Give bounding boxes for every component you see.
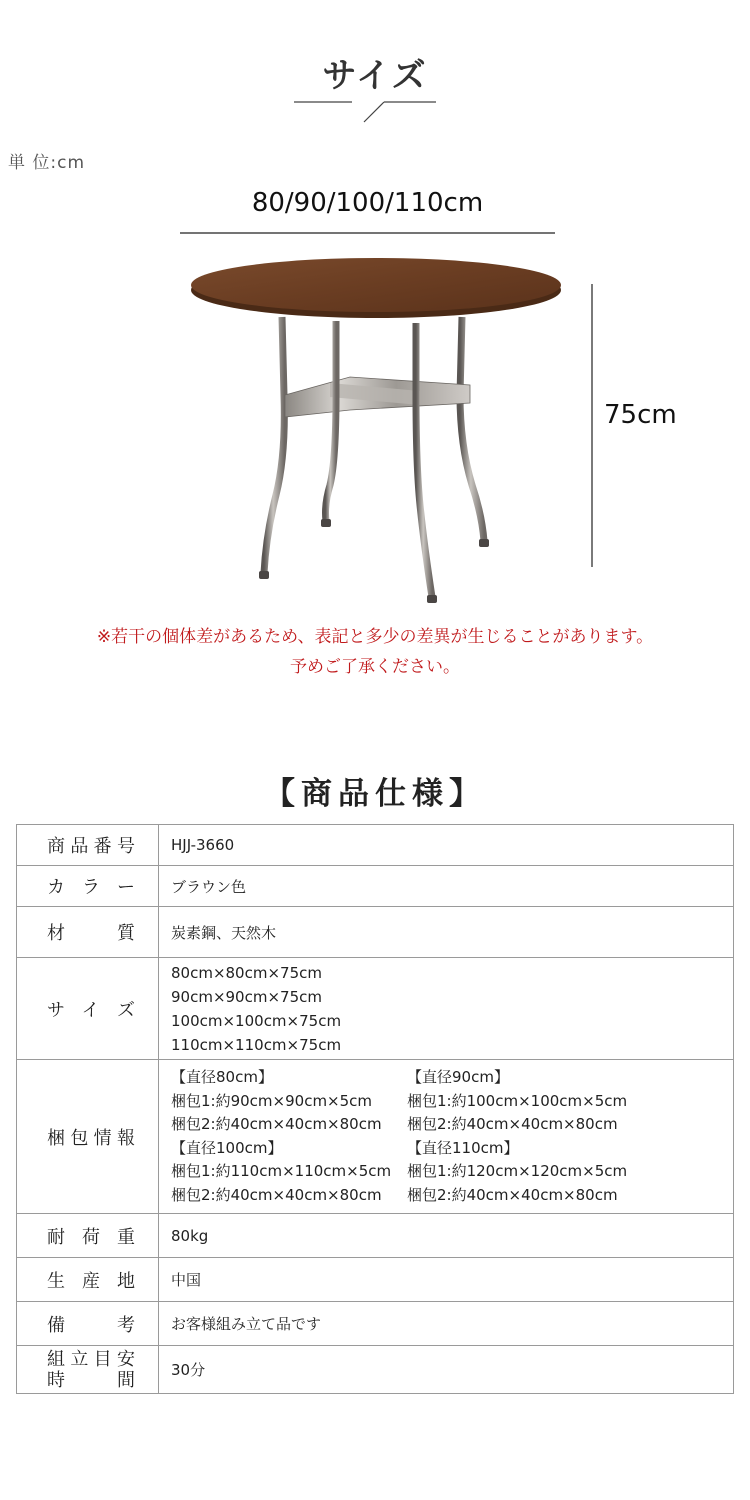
- spec-value-color: ブラウン色: [159, 866, 734, 907]
- spec-label-remarks: 備考: [47, 1314, 135, 1336]
- spec-value-load: 80kg: [159, 1214, 734, 1258]
- width-dimension-line: [178, 230, 558, 236]
- packing-line: 梱包1:約100cm×100cm×5cm: [407, 1091, 628, 1110]
- spec-row-origin: [17, 1258, 734, 1302]
- unit-label: 単 位:cm: [8, 153, 86, 173]
- spec-label-load: 耐荷重: [47, 1226, 135, 1248]
- size-option: 110cm×110cm×75cm: [171, 1035, 342, 1054]
- spec-label-packing: 梱包情報: [47, 1127, 135, 1149]
- spec-label-assembly-1: 組立目安: [47, 1348, 135, 1370]
- spec-row-remarks: [17, 1302, 734, 1346]
- spec-row-model: [17, 825, 734, 866]
- spec-label-material: 材質: [47, 923, 135, 944]
- spec-label-model: 商品番号: [47, 836, 135, 857]
- spec-value-material: 炭素鋼、天然木: [159, 907, 734, 958]
- spec-row-size: [17, 958, 734, 1060]
- spec-label-assembly-2: 時間: [47, 1369, 135, 1391]
- packing-column-right: [407, 1066, 643, 1207]
- packing-line: 【直径90cm】: [407, 1068, 509, 1086]
- spec-value-origin: 中国: [159, 1258, 734, 1302]
- packing-line: 【直径80cm】: [171, 1068, 273, 1086]
- spec-row-color: [17, 866, 734, 907]
- packing-line: 梱包2:約40cm×40cm×80cm: [171, 1115, 382, 1133]
- size-option: 100cm×100cm×75cm: [171, 1011, 342, 1030]
- spec-table: [16, 824, 734, 1394]
- spec-value-remarks: お客様組み立て品です: [159, 1302, 734, 1346]
- spec-label-color: カラー: [47, 877, 135, 898]
- packing-line: 梱包1:約110cm×110cm×5cm: [171, 1162, 392, 1180]
- title-underline: [290, 94, 440, 124]
- spec-value-model: HJJ-3660: [159, 825, 734, 866]
- packing-line: 【直径100cm】: [171, 1138, 283, 1157]
- packing-line: 梱包2:約40cm×40cm×80cm: [171, 1185, 382, 1204]
- packing-line: 梱包2:約40cm×40cm×80cm: [407, 1115, 618, 1133]
- spec-row-material: [17, 907, 734, 958]
- width-dimension: 80/90/100/110cm: [251, 188, 484, 218]
- spec-row-packing: [17, 1060, 734, 1214]
- size-option: 80cm×80cm×75cm: [171, 963, 322, 982]
- packing-line: 【直径110cm】: [407, 1138, 519, 1157]
- spec-row-assembly: [17, 1346, 734, 1394]
- packing-line: 梱包2:約40cm×40cm×80cm: [407, 1185, 618, 1204]
- spec-label-origin: 生産地: [47, 1270, 135, 1292]
- packing-line: 梱包1:約90cm×90cm×5cm: [171, 1091, 373, 1110]
- disclaimer-note-2: 予めご了承ください。: [290, 657, 460, 677]
- spec-row-load: [17, 1214, 734, 1258]
- size-option: 90cm×90cm×75cm: [171, 987, 322, 1006]
- section-title: サイズ: [322, 56, 428, 96]
- packing-line: 梱包1:約120cm×120cm×5cm: [407, 1162, 628, 1180]
- packing-info: [171, 1066, 733, 1207]
- disclaimer-note-1: ※若干の個体差があるため、表記と多少の差異が生じることがあります。: [96, 627, 654, 647]
- table-product-image: [180, 245, 580, 615]
- packing-column-left: [171, 1066, 407, 1207]
- height-dimension: 75cm: [604, 400, 677, 430]
- spec-title: 【商品仕様】: [264, 776, 486, 812]
- spec-label-size: サイズ: [47, 999, 135, 1021]
- height-dimension-line: [588, 282, 596, 570]
- spec-value-assembly: 30分: [159, 1346, 734, 1394]
